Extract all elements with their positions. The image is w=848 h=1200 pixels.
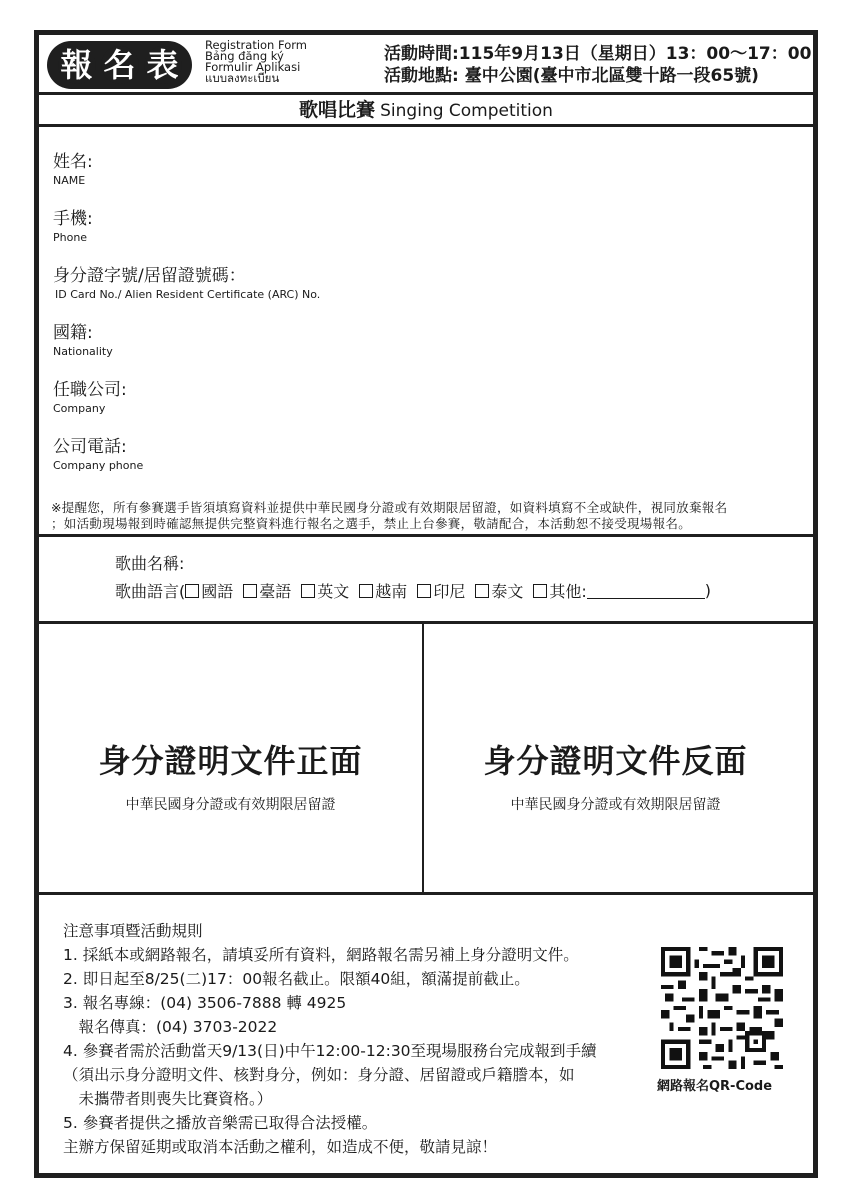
id-front-subtitle: 中華民國身分證或有效期限居留證 xyxy=(125,797,336,813)
field-label-en: Company phone xyxy=(53,459,144,472)
lang-option-label: 臺語 xyxy=(259,582,292,601)
lang-option-label: 印尼 xyxy=(433,582,466,601)
field-label: 手機: xyxy=(53,209,93,229)
multilingual-titles xyxy=(205,40,307,84)
checkbox[interactable] xyxy=(359,584,373,598)
badge-char: 名 xyxy=(101,46,139,84)
rule-line: 4. 參賽者需於活動當天9/13(日)中午12:00-12:30至現場服務台完成報到手續 xyxy=(63,1042,597,1060)
lang-option-other[interactable] xyxy=(533,579,586,602)
field-id-number[interactable] xyxy=(53,266,320,302)
rule-line: 3. 報名專線：(04) 3506-7888 轉 4925 xyxy=(63,994,347,1012)
competition-title xyxy=(39,95,813,127)
rule-line: 1. 採紙本或網路報名，請填妥所有資料，網路報名需另補上身分證明文件。 xyxy=(63,946,579,964)
lang-option-label: 泰文 xyxy=(491,582,524,601)
lang-option-label: 越南 xyxy=(375,582,408,601)
lang-option-label: 英文 xyxy=(317,582,350,601)
rule-line: 主辦方保留延期或取消本活動之權利，如造成不便，敬請見諒！ xyxy=(63,1138,498,1156)
checkbox[interactable] xyxy=(301,584,315,598)
rules-heading: 注意事項暨活動規則 xyxy=(63,922,203,940)
form-header xyxy=(39,35,813,95)
id-front-panel[interactable] xyxy=(39,736,422,814)
lang-option-english[interactable] xyxy=(301,579,349,602)
competition-title-en: Singing Competition xyxy=(380,101,553,121)
competition-title-zh: 歌唱比賽 xyxy=(299,99,376,121)
badge-char: 報 xyxy=(58,46,96,84)
id-back-subtitle: 中華民國身分證或有效期限居留證 xyxy=(510,797,721,813)
lang-option-label: 其他: xyxy=(549,582,587,601)
field-label: 任職公司: xyxy=(53,380,127,400)
event-time: 活動時間:115年9月13日（星期日）13：00～17：00 xyxy=(384,44,812,64)
field-label-en: NAME xyxy=(53,174,86,187)
rule-line: 報名傳真：(04) 3703-2022 xyxy=(63,1018,278,1036)
lang-option-indonesian[interactable] xyxy=(417,579,465,602)
other-language-blank[interactable] xyxy=(587,583,705,599)
song-language-prefix: 歌曲語言( xyxy=(115,582,186,601)
rules-section xyxy=(39,895,813,1178)
song-section xyxy=(39,537,813,624)
field-name[interactable] xyxy=(53,152,93,188)
lang-option-vietnamese[interactable] xyxy=(359,579,407,602)
field-label-en: Phone xyxy=(53,231,88,244)
field-label-en: ID Card No./ Alien Resident Certificate (ARC) No. xyxy=(55,288,321,301)
checkbox[interactable] xyxy=(533,584,547,598)
event-info xyxy=(384,43,811,87)
checkbox[interactable] xyxy=(475,584,489,598)
rule-line: （須出示身分證明文件、核對身分，例如：身分證、居留證或戶籍謄本，如 xyxy=(63,1066,575,1084)
lang-option-thai[interactable] xyxy=(475,579,523,602)
field-label: 國籍: xyxy=(53,323,93,343)
personal-info-section xyxy=(39,130,813,537)
id-document-section xyxy=(39,624,813,895)
field-phone[interactable] xyxy=(53,209,93,245)
notice-line: ；如活動現場報到時確認無提供完整資料進行報名之選手，禁止上台參賽，敬請配合，本活動恕不接受現場報名。 xyxy=(51,516,692,531)
qr-code-icon[interactable] xyxy=(661,947,783,1069)
field-label: 公司電話: xyxy=(53,437,127,457)
event-place: 活動地點: 臺中公園(臺中市北區雙十路一段65號) xyxy=(384,66,759,86)
title-en: Registration Form xyxy=(205,38,307,52)
registration-form xyxy=(34,30,818,1178)
rules-text xyxy=(63,919,597,1159)
id-front-title: 身分證明文件正面 xyxy=(98,742,363,780)
title-vi: Bảng đăng ký xyxy=(205,49,284,63)
id-back-panel[interactable] xyxy=(424,736,807,814)
lang-option-label: 國語 xyxy=(201,582,234,601)
registration-notice xyxy=(51,500,727,532)
lang-option-taiwanese[interactable] xyxy=(243,579,291,602)
checkbox[interactable] xyxy=(243,584,257,598)
song-name-field[interactable]: 歌曲名稱: xyxy=(115,554,185,573)
badge-char: 表 xyxy=(144,46,182,84)
field-label: 身分證字號/居留證號碼： xyxy=(53,266,246,286)
notice-line: ※提醒您，所有參賽選手皆須填寫資料並提供中華民國身分證或有效期限居留證，如資料填寫不全或缺件，視同放棄報名 xyxy=(51,500,728,515)
rule-line: 5. 參賽者提供之播放音樂需已取得合法授權。 xyxy=(63,1114,378,1132)
field-label: 姓名: xyxy=(53,152,93,172)
field-company[interactable] xyxy=(53,380,127,416)
title-th: แบบลงทะเบียน xyxy=(205,71,280,85)
lang-option-mandarin[interactable] xyxy=(185,579,233,602)
field-label-en: Nationality xyxy=(53,345,113,358)
checkbox[interactable] xyxy=(185,584,199,598)
checkbox[interactable] xyxy=(417,584,431,598)
rule-line: 未攜帶者則喪失比賽資格。） xyxy=(63,1090,273,1108)
registration-badge xyxy=(47,41,192,89)
song-language-field xyxy=(115,579,711,602)
rule-line: 2. 即日起至8/25(二)17：00報名截止。限額40組，額滿提前截止。 xyxy=(63,970,530,988)
id-back-title: 身分證明文件反面 xyxy=(483,742,748,780)
qr-caption: 網路報名QR-Code xyxy=(657,1079,773,1094)
title-id: Formulir Aplikasi xyxy=(205,60,301,74)
field-nationality[interactable] xyxy=(53,323,113,359)
field-company-phone[interactable] xyxy=(53,437,143,473)
field-label-en: Company xyxy=(53,402,106,415)
song-language-suffix: ) xyxy=(704,581,711,600)
